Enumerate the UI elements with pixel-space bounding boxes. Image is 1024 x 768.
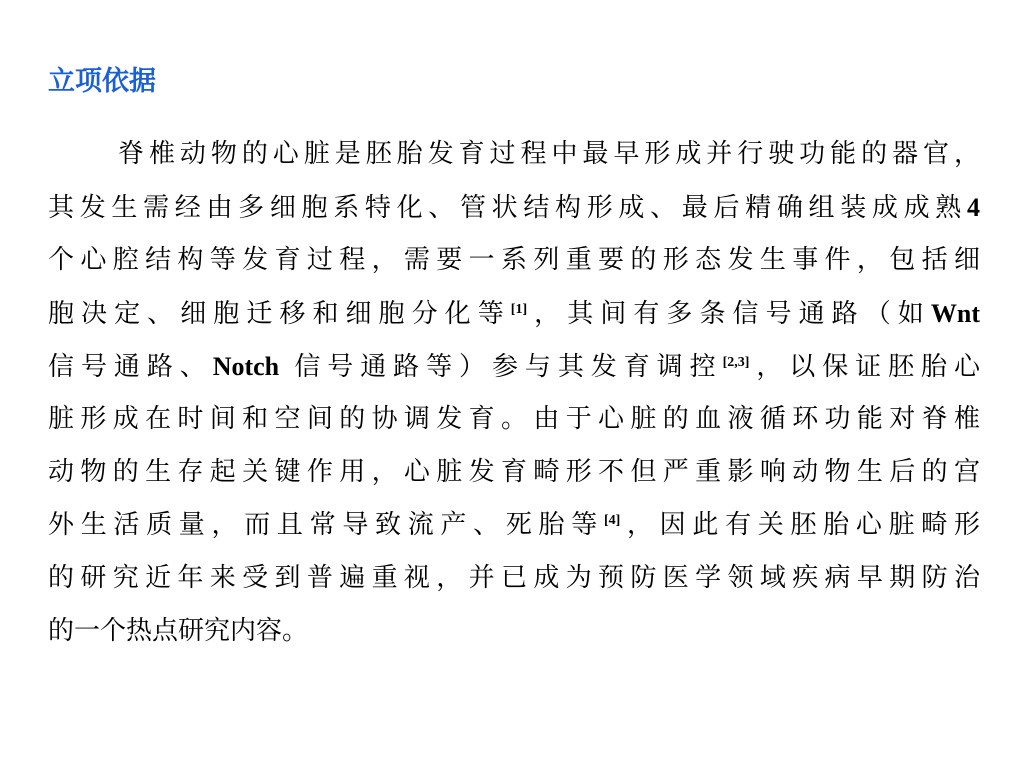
- paragraph-line: [48, 128, 980, 181]
- text-run: ，其间有多条信号通路（如: [527, 299, 931, 329]
- paragraph-line: [48, 234, 980, 287]
- paragraph-line: [48, 499, 980, 552]
- text-run: 脏形成在时间和空间的协调发育。由于心脏的血液循环功能对脊椎: [48, 404, 980, 434]
- text-run: 胞决定、细胞迁移和细胞分化等: [48, 299, 511, 329]
- text-run: 的一个热点研究内容。: [48, 616, 309, 646]
- paragraph-line: [48, 446, 980, 499]
- paragraph-line: [48, 393, 980, 446]
- text-run: 其发生需经由多细胞系特化、管状结构形成、最后精确组装成成熟: [48, 193, 967, 223]
- body-paragraph: [48, 128, 980, 658]
- citation-reference: [2,3]: [722, 355, 750, 370]
- latin-term: Notch: [212, 352, 280, 381]
- text-run: 信号通路、: [48, 352, 213, 382]
- text-run: 动物的生存起关键作用，心脏发育畸形不但严重影响动物生后的宫: [48, 457, 980, 487]
- paragraph-line: [48, 552, 980, 605]
- text-run: ，因此有关胚胎心脏畸形: [620, 510, 980, 540]
- text-run: 脊椎动物的心脏是胚胎发育过程中最早形成并行驶功能的器官，: [118, 139, 980, 169]
- section-heading: 立项依据: [48, 66, 156, 97]
- latin-term: Wnt: [930, 299, 980, 328]
- latin-term: 4: [967, 193, 980, 222]
- paragraph-line: [48, 181, 980, 234]
- text-run: 信号通路等）参与其发育调控: [279, 352, 723, 382]
- paragraph-line: [48, 605, 980, 658]
- citation-reference: [1]: [510, 302, 528, 317]
- paragraph-line: [48, 340, 980, 393]
- text-run: 个心腔结构等发育过程，需要一系列重要的形态发生事件，包括细: [48, 245, 980, 275]
- paragraph-line: [48, 287, 980, 340]
- citation-reference: [4]: [603, 513, 621, 528]
- text-run: 外生活质量，而且常导致流产、死胎等: [48, 510, 604, 540]
- text-run: 的研究近年来受到普遍重视，并已成为预防医学领域疾病早期防治: [48, 563, 980, 593]
- text-run: ，以保证胚胎心: [749, 352, 980, 382]
